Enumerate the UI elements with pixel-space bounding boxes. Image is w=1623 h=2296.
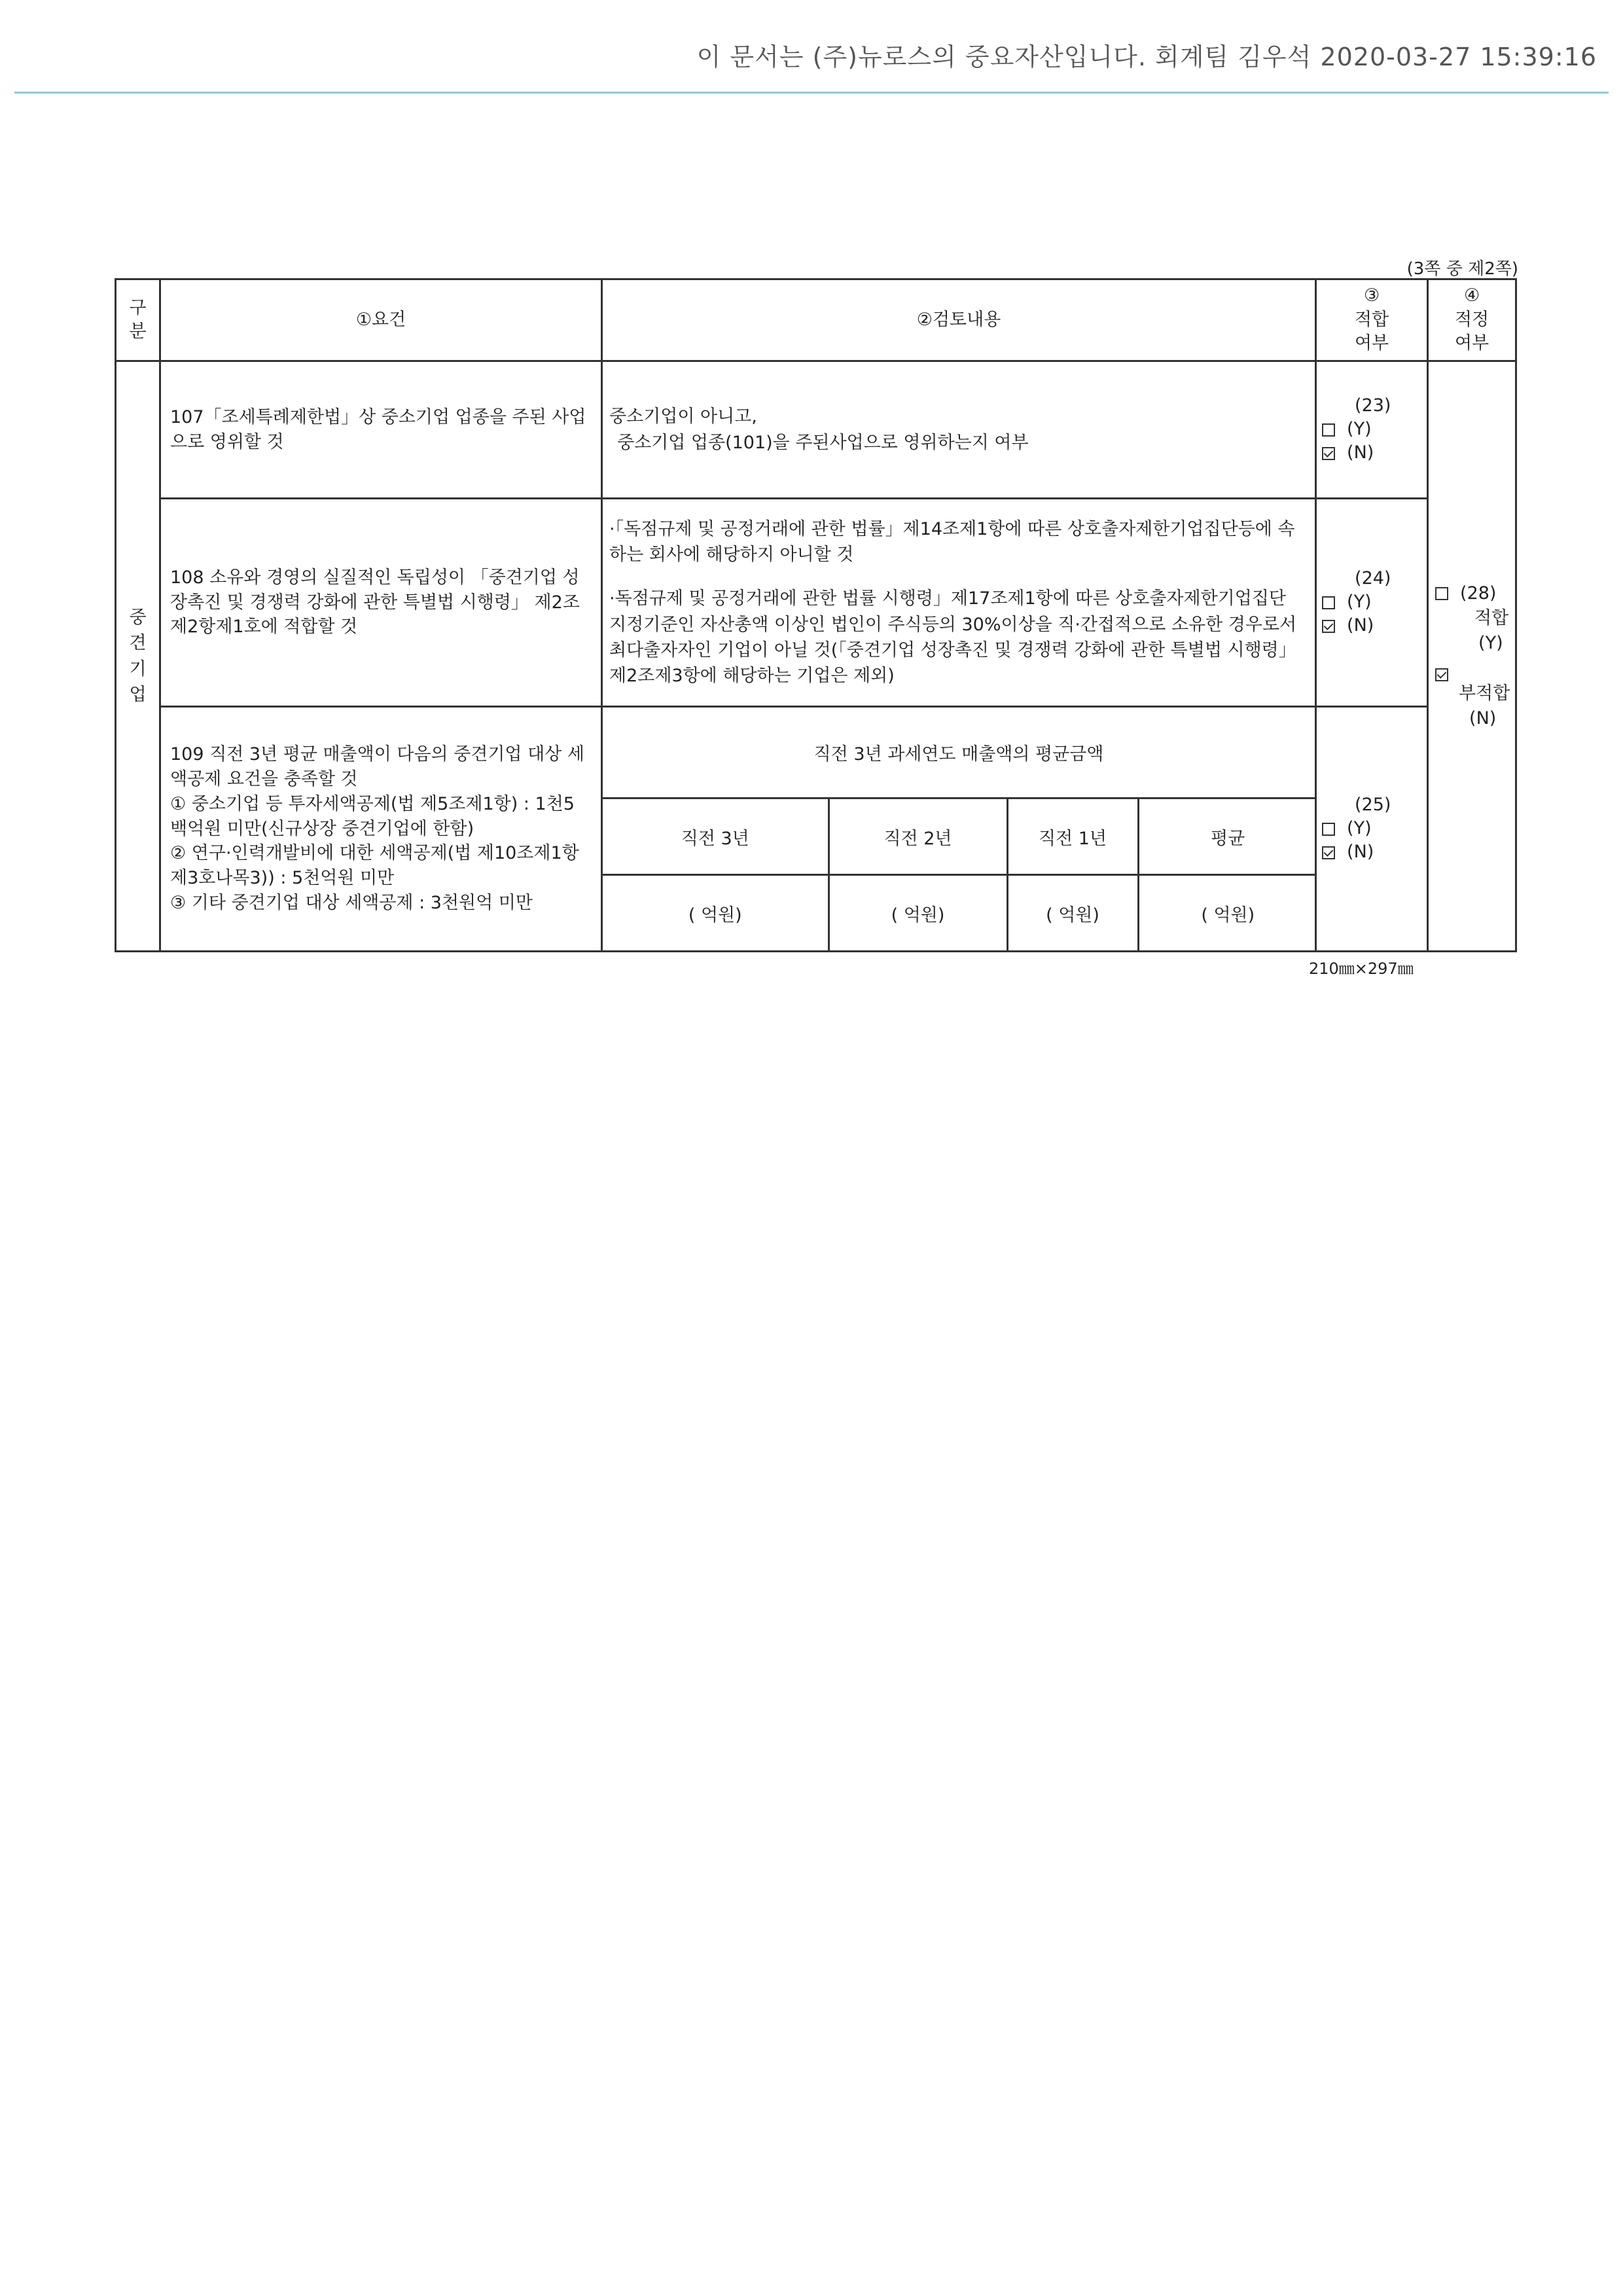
fit-check-24 (1316, 499, 1428, 707)
header-category: 구 분 (116, 279, 160, 361)
header-review: ②검토내용 (602, 279, 1316, 361)
requirement-109-line-2: ① 중소기업 등 투자세액공제(법 제5조제1항) : 1천5백억원 미만(신규상장 중견기업에 한함) (170, 793, 575, 839)
label-24-yes: (Y) (1347, 592, 1372, 613)
table-row-109 (116, 707, 1516, 798)
fit-check-25 (1316, 707, 1428, 952)
check-number-23: (23) (1355, 395, 1391, 416)
header-fit-num: ③ (1363, 285, 1380, 306)
sales-header-avg: 평균 (1138, 799, 1317, 875)
checkbox-28-fit[interactable] (1435, 587, 1448, 600)
sales-header-1y: 직전 1년 (1007, 799, 1138, 875)
header-fit (1316, 279, 1428, 361)
checkbox-24-yes[interactable] (1322, 596, 1335, 609)
header-proper-label: 적정 여부 (1454, 309, 1489, 354)
check-number-28: (28) (1460, 583, 1497, 603)
fit-check-23 (1316, 361, 1428, 499)
table-header-row (116, 279, 1516, 361)
check-number-25: (25) (1355, 795, 1391, 816)
label-24-no: (N) (1347, 615, 1374, 636)
requirement-107: 107「조세특례제한법」상 중소기업 업종을 주된 사업으로 영위할 것 (160, 361, 602, 499)
review-107 (602, 361, 1316, 499)
header-divider (14, 92, 1609, 94)
sales-value-3y[interactable]: ( 억원) (603, 875, 829, 951)
sales-value-2y[interactable]: ( 억원) (829, 875, 1007, 951)
sales-header-row (603, 799, 1317, 875)
review-108 (602, 499, 1316, 707)
requirement-109-line-3: ② 연구·인력개발비에 대한 세액공제(법 제10조제1항제3호나목3)) : 5천억원 미만 (170, 843, 579, 889)
sales-header-2y: 직전 2년 (829, 799, 1007, 875)
sales-header-3y: 직전 3년 (603, 799, 829, 875)
label-23-yes: (Y) (1347, 419, 1372, 440)
label-23-no: (N) (1347, 442, 1374, 463)
requirement-108: 108 소유와 경영의 실질적인 독립성이 「중견기업 성장촉진 및 경쟁력 강화에 관한 특별법 시행령」 제2조제2항제1호에 적합할 것 (160, 499, 602, 707)
table-row-107 (116, 361, 1516, 499)
checkbox-24-no[interactable] (1322, 620, 1335, 633)
checkbox-23-yes[interactable] (1322, 423, 1335, 437)
label-28-fit: 적합 (1474, 607, 1509, 628)
label-28-unfit: 부적합 (1459, 683, 1510, 704)
header-requirement: ①요건 (160, 279, 602, 361)
checkbox-23-no[interactable] (1322, 447, 1335, 460)
table-row-108 (116, 499, 1516, 707)
confidential-notice: 이 문서는 (주)뉴로스의 중요자산입니다. 회계팀 김우석 2020-03-27 15:39:16 (696, 43, 1597, 71)
label-28-unfit-code: (N) (1469, 708, 1497, 729)
checkbox-25-yes[interactable] (1322, 823, 1335, 836)
review-108-line-2: ·독점규제 및 공정거래에 관한 법률 시행령」제17조제1항에 따른 상호출자제한기업집단 지정기준인 자산총액 이상인 법인이 주식등의 30%이상을 직·간접적으로 소유한 경우로서 최다출자자인 기업이 아닐 것(「중견기업 성장촉진 및 경쟁력 강화에 관한 특별법 시행령」 제2조제3항에 해당하는 기업은 제외) (609, 588, 1297, 686)
review-107-line-2: 중소기업 업종(101)을 주된사업으로 영위하는지 여부 (617, 432, 1029, 453)
label-28-fit-code: (Y) (1478, 632, 1503, 653)
sales-value-avg[interactable]: ( 억원) (1138, 875, 1317, 951)
requirement-109-line-4: ③ 기타 중견기업 대상 세액공제 : 3천원억 미만 (170, 892, 533, 913)
sales-grid-cell (602, 798, 1316, 952)
label-25-no: (N) (1347, 842, 1374, 863)
review-108-line-1: ·「독점규제 및 공정거래에 관한 법률」제14조제1항에 따른 상호출자제한기업집단등에 속하는 회사에 해당하지 아니할 것 (609, 519, 1295, 565)
page-indicator: (3쪽 중 제2쪽) (1406, 259, 1518, 279)
proper-check-28 (1428, 361, 1516, 952)
header-fit-label: 적합 여부 (1354, 309, 1389, 354)
label-25-yes: (Y) (1347, 818, 1372, 839)
checkbox-25-no[interactable] (1322, 846, 1335, 859)
checkbox-28-unfit[interactable] (1435, 668, 1448, 681)
mid-size-company-review-table (115, 278, 1517, 952)
header-proper (1428, 279, 1516, 361)
sales-grid (603, 799, 1317, 950)
paper-size-label: 210㎜×297㎜ (1309, 960, 1414, 978)
sales-value-row (603, 875, 1317, 951)
check-number-24: (24) (1355, 568, 1391, 589)
requirement-109 (160, 707, 602, 952)
sales-value-1y[interactable]: ( 억원) (1007, 875, 1138, 951)
review-107-line-1: 중소기업이 아니고, (609, 406, 757, 427)
header-proper-num: ④ (1463, 285, 1480, 306)
category-label: 중 견 기 업 (129, 607, 147, 705)
sales-title: 직전 3년 과세연도 매출액의 평균금액 (602, 707, 1316, 798)
requirement-109-line-1: 109 직전 3년 평균 매출액이 다음의 중견기업 대상 세액공제 요건을 충족할 것 (170, 744, 584, 789)
category-cell (116, 361, 160, 952)
